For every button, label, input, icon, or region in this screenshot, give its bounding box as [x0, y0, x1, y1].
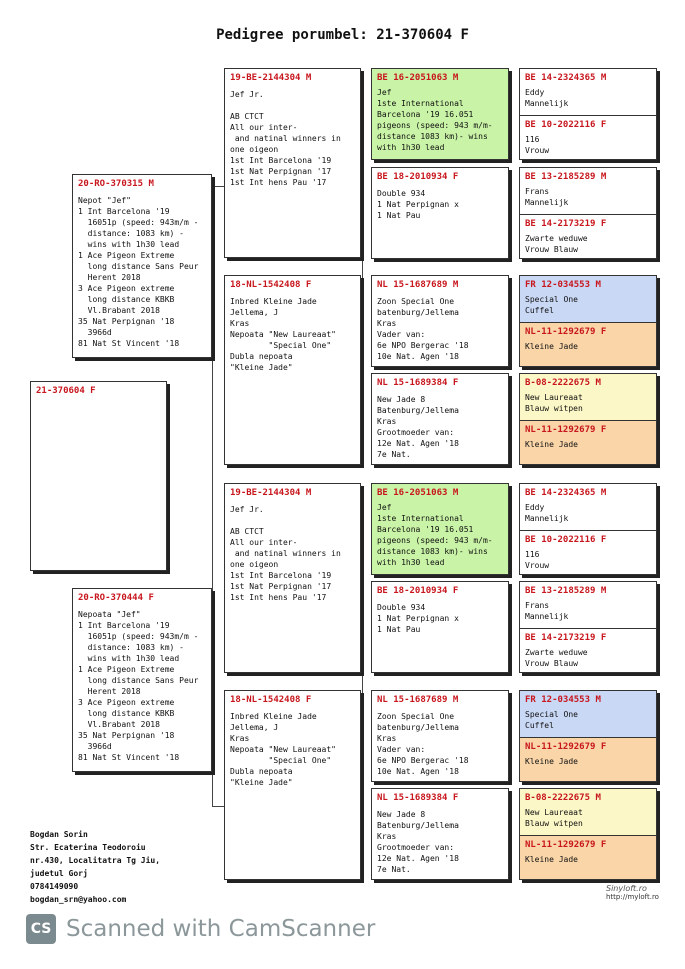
gen3-box	[371, 167, 509, 259]
gen4-half	[520, 835, 656, 880]
gen2-text: Jef Jr. AB CTCT All our inter- and natinal winners in one oigeon 1st Int Barcelona '19 1st Nat Perpignan '17 1st Int hens Pau '17	[230, 90, 341, 187]
gen2-text: Jef Jr. AB CTCT All our inter- and natinal winners in one oigeon 1st Int Barcelona '19 1st Nat Perpignan '17 1st Int hens Pau '17	[230, 505, 341, 602]
gen3-text: Double 934 1 Nat Perpignan x 1 Nat Pau	[377, 603, 459, 634]
breeder-street: Str. Ecaterina Teodoroiu	[30, 843, 146, 852]
gen4-text: Frans Mannelijk	[525, 601, 569, 621]
gen4-text: 116 Vrouw	[525, 135, 550, 155]
gen2-text: Inbred Kleine Jade Jellema, J Kras Nepoata "New Laureaat" "Special One" Dubla nepoata "Kleine Jade"	[230, 297, 336, 372]
gen2-box	[224, 690, 361, 880]
dam-box	[72, 588, 212, 772]
gen4-text: Kleine Jade	[525, 440, 578, 449]
camscanner-logo-icon: CS	[26, 914, 56, 944]
gen4-id: NL-11-1292679 F	[525, 840, 607, 850]
gen4-id: NL-11-1292679 F	[525, 425, 607, 435]
gen4-id: B-08-2222675 M	[525, 793, 601, 803]
gen3-id: BE 16-2051063 M	[377, 73, 459, 83]
gen3-text: Jef 1ste International Barcelona '19 16.051 pigeons (speed: 943 m/m- distance 1083 km)- wins with 1h30 lead	[377, 503, 493, 567]
subject-box	[30, 381, 167, 571]
gen4-half	[520, 789, 656, 835]
gen4-text: New Laureaat Blauw witpen	[525, 808, 583, 828]
signature-scribble: Sinyloft.ro	[606, 884, 647, 893]
breeder-name: Bogdan Sorin	[30, 830, 88, 839]
gen2-id: 19-BE-2144304 M	[230, 73, 312, 83]
gen3-text: New Jade 8 Batenburg/Jellema Kras Grootmoeder van: 12e Nat. Agen '18 7e Nat.	[377, 810, 459, 874]
sire-id: 20-RO-370315 M	[78, 179, 154, 189]
gen3-id: BE 18-2010934 F	[377, 586, 459, 596]
sire-text: Nepot "Jef" 1 Int Barcelona '19 16051p (speed: 943m/m - distance: 1083 km) - wins with 1h30 lead 1 Ace Pigeon Extreme long distance Sans Peur Herent 2018 3 Ace Pigeon extreme long distance KBKB Vl.Brabant 2018 35 Nat Perpignan '18 3966d 81 Nat St Vincent '18	[78, 196, 199, 348]
dam-id: 20-RO-370444 F	[78, 593, 154, 603]
gen4-pair-box	[519, 167, 657, 259]
gen4-half	[520, 484, 656, 530]
gen4-half	[520, 276, 656, 322]
camscanner-text: Scanned with CamScanner	[66, 916, 376, 942]
gen4-text: Zwarte weduwe Vrouw Blauw	[525, 234, 588, 254]
gen4-text: New Laureaat Blauw witpen	[525, 393, 583, 413]
gen4-text: Eddy Mannelijk	[525, 503, 569, 523]
gen4-id: NL-11-1292679 F	[525, 327, 607, 337]
subject-id: 21-370604 F	[36, 386, 96, 396]
sire-box	[72, 174, 212, 358]
gen4-half	[520, 420, 656, 465]
gen3-box	[371, 581, 509, 673]
gen4-text: 116 Vrouw	[525, 550, 550, 570]
gen4-text: Special One Cuffel	[525, 295, 578, 315]
gen3-id: NL 15-1689384 F	[377, 378, 459, 388]
gen4-id: FR 12-034553 M	[525, 695, 601, 705]
gen4-pair-box	[519, 581, 657, 673]
gen2-id: 18-NL-1542408 F	[230, 280, 312, 290]
gen4-text: Special One Cuffel	[525, 710, 578, 730]
breeder-phone: 0784149090	[30, 882, 79, 891]
gen3-id: NL 15-1689384 F	[377, 793, 459, 803]
gen4-pair-box	[519, 275, 657, 367]
gen4-text: Kleine Jade	[525, 855, 578, 864]
gen4-half	[520, 69, 656, 115]
breeder-city: nr.430, Localitatra Tg Jiu,	[30, 856, 161, 865]
page-title: Pedigree porumbel: 21-370604 F	[216, 27, 469, 43]
breeder-county: judetul Gorj	[30, 869, 88, 878]
gen2-box	[224, 483, 361, 673]
gen4-half	[520, 374, 656, 420]
gen4-half	[520, 214, 656, 259]
gen3-text: Zoon Special One batenburg/Jellema Kras Vader van: 6e NPO Bergerac '18 10e Nat. Agen '18	[377, 712, 469, 776]
gen4-text: Zwarte weduwe Vrouw Blauw	[525, 648, 588, 668]
gen3-box	[371, 68, 509, 160]
connector-line	[362, 496, 363, 806]
gen3-box	[371, 690, 509, 782]
gen4-half	[520, 628, 656, 673]
gen4-id: BE 10-2022116 F	[525, 120, 607, 130]
gen2-box	[224, 68, 361, 258]
connector-line	[212, 186, 213, 806]
gen3-id: BE 18-2010934 F	[377, 172, 459, 182]
gen3-text: Zoon Special One batenburg/Jellema Kras Vader van: 6e NPO Bergerac '18 10e Nat. Agen '18	[377, 297, 469, 361]
gen4-text: Kleine Jade	[525, 342, 578, 351]
gen3-box	[371, 373, 509, 465]
gen4-id: BE 14-2173219 F	[525, 633, 607, 643]
gen4-id: BE 13-2185289 M	[525, 586, 607, 596]
gen3-id: BE 16-2051063 M	[377, 488, 459, 498]
gen3-id: NL 15-1687689 M	[377, 280, 459, 290]
gen4-text: Frans Mannelijk	[525, 187, 569, 207]
gen4-id: BE 10-2022116 F	[525, 535, 607, 545]
gen2-text: Inbred Kleine Jade Jellema, J Kras Nepoata "New Laureaat" "Special One" Dubla nepoata "Kleine Jade"	[230, 712, 336, 787]
gen4-half	[520, 530, 656, 575]
gen4-pair-box	[519, 68, 657, 160]
breeder-email: bogdan_srn@yahoo.com	[30, 895, 127, 904]
gen3-text: Jef 1ste International Barcelona '19 16.051 pigeons (speed: 943 m/m- distance 1083 km)- wins with 1h30 lead	[377, 88, 493, 152]
gen4-id: BE 13-2185289 M	[525, 172, 607, 182]
gen4-half	[520, 322, 656, 367]
gen2-id: 18-NL-1542408 F	[230, 695, 312, 705]
gen4-pair-box	[519, 690, 657, 782]
gen3-box	[371, 483, 509, 575]
gen4-half	[520, 168, 656, 214]
gen4-half	[520, 582, 656, 628]
gen4-pair-box	[519, 373, 657, 465]
gen2-box	[224, 275, 361, 465]
breeder-info	[30, 828, 160, 906]
gen4-id: B-08-2222675 M	[525, 378, 601, 388]
gen4-id: FR 12-034553 M	[525, 280, 601, 290]
gen4-id: BE 14-2324365 M	[525, 488, 607, 498]
gen3-box	[371, 275, 509, 367]
connector-line	[212, 806, 224, 807]
gen4-half	[520, 737, 656, 782]
gen3-box	[371, 788, 509, 880]
gen3-text: New Jade 8 Batenburg/Jellema Kras Grootmoeder van: 12e Nat. Agen '18 7e Nat.	[377, 395, 459, 459]
gen4-pair-box	[519, 483, 657, 575]
dam-text: Nepoata "Jef" 1 Int Barcelona '19 16051p (speed: 943m/m - distance: 1083 km) - wins with 1h30 lead 1 Ace Pigeon Extreme long distance Sans Peur Herent 2018 3 Ace Pigeon extreme long distance KBKB Vl.Brabant 2018 35 Nat Perpignan '18 3966d 81 Nat St Vincent '18	[78, 610, 199, 762]
camscanner-watermark	[26, 914, 375, 944]
gen4-id: BE 14-2173219 F	[525, 219, 607, 229]
gen4-pair-box	[519, 788, 657, 880]
gen4-text: Kleine Jade	[525, 757, 578, 766]
gen4-id: NL-11-1292679 F	[525, 742, 607, 752]
gen4-half	[520, 115, 656, 160]
gen4-id: BE 14-2324365 M	[525, 73, 607, 83]
gen2-id: 19-BE-2144304 M	[230, 488, 312, 498]
connector-line	[362, 78, 363, 408]
connector-line	[212, 186, 224, 187]
gen4-text: Eddy Mannelijk	[525, 88, 569, 108]
signature	[606, 884, 659, 901]
gen3-id: NL 15-1687689 M	[377, 695, 459, 705]
gen4-half	[520, 691, 656, 737]
gen3-text: Double 934 1 Nat Perpignan x 1 Nat Pau	[377, 189, 459, 220]
signature-url: http://myloft.ro	[606, 893, 659, 901]
